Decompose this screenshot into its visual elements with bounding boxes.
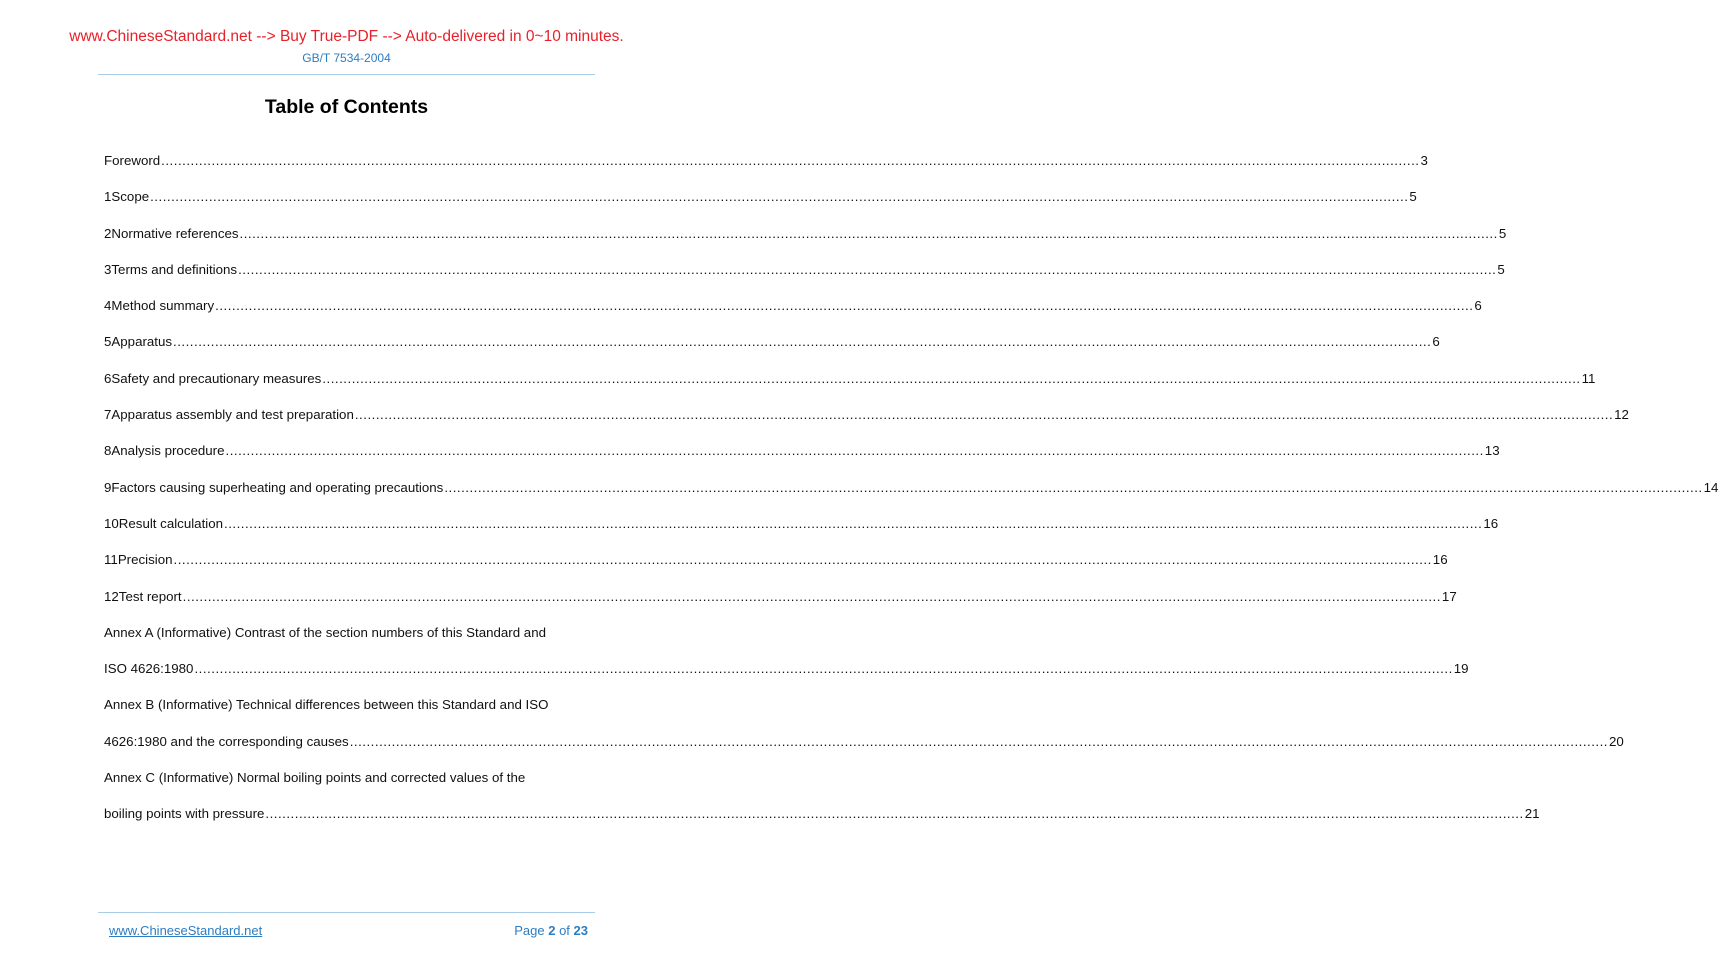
- toc-page-number: 19: [1453, 661, 1469, 677]
- toc-label: Result calculation: [118, 515, 224, 531]
- toc-number: 2: [104, 225, 112, 241]
- toc-entry[interactable]: [104, 189, 1417, 225]
- toc-entry[interactable]: [104, 370, 1596, 407]
- toc-page-number: 3: [1420, 153, 1428, 168]
- toc-page-number: 12: [1614, 407, 1629, 423]
- dot-leader: ............................................................................................................................................................................................................................................................................................................: [150, 189, 1409, 205]
- toc-number: 1: [104, 189, 112, 205]
- toc-page-number: 16: [1432, 552, 1448, 568]
- toc-entry-heading[interactable]: [104, 770, 587, 806]
- table-of-contents: [104, 153, 1718, 843]
- toc-label: Terms and definitions: [111, 261, 238, 277]
- toc-entry-heading[interactable]: [104, 625, 587, 661]
- toc-entry[interactable]: [104, 298, 1482, 334]
- toc-number: 4: [104, 298, 112, 314]
- toc-entry[interactable]: [104, 661, 1469, 697]
- dot-leader: ............................................................................................................................................................................................................................................................................................................: [224, 515, 1483, 531]
- dot-leader: ............................................................................................................................................................................................................................................................................................................: [215, 298, 1474, 314]
- toc-entry[interactable]: [104, 479, 1718, 516]
- toc-label: boiling points with pressure: [104, 806, 265, 822]
- toc-page-number: 14: [1703, 479, 1718, 495]
- header-divider: [98, 74, 595, 75]
- toc-page-number: 16: [1483, 515, 1499, 531]
- toc-page-number: 5: [1409, 189, 1417, 205]
- dot-leader: ............................................................................................................................................................................................................................................................................................................: [194, 661, 1453, 677]
- toc-entry[interactable]: [104, 806, 1540, 842]
- toc-number: 11: [104, 552, 118, 568]
- toc-page-number: 20: [1609, 733, 1624, 749]
- toc-heading-text: Annex C (Informative) Normal boiling points and corrected values of the: [104, 770, 526, 786]
- toc-entry[interactable]: [104, 225, 1507, 262]
- toc-page-number: 17: [1441, 588, 1457, 604]
- promo-banner[interactable]: www.ChineseStandard.net --> Buy True-PDF --> Auto-delivered in 0~10 minutes.: [69, 28, 624, 45]
- toc-label: Precision: [117, 552, 173, 568]
- toc-number: 6: [104, 370, 112, 386]
- toc-page-number: 21: [1524, 806, 1540, 822]
- page-title: Table of Contents: [264, 96, 429, 118]
- toc-label: Apparatus assembly and test preparation: [111, 407, 354, 423]
- toc-label: Foreword: [104, 153, 161, 168]
- dot-leader: ............................................................................................................................................................................................................................................................................................................: [161, 153, 1420, 168]
- toc-label: Test report: [118, 588, 182, 604]
- toc-number: 7: [104, 407, 112, 423]
- toc-entry[interactable]: [104, 334, 1440, 370]
- toc-number: 10: [104, 515, 119, 531]
- dot-leader: ............................................................................................................................................................................................................................................................................................................: [349, 733, 1608, 749]
- toc-label: ISO 4626:1980: [104, 661, 194, 677]
- toc-number: 12: [104, 588, 119, 604]
- toc-number: 5: [104, 334, 112, 350]
- toc-heading-text: Annex B (Informative) Technical differences between this Standard and ISO: [104, 697, 549, 713]
- toc-number: 9: [104, 479, 112, 495]
- dot-leader: ............................................................................................................................................................................................................................................................................................................: [265, 806, 1524, 822]
- toc-number: 3: [104, 261, 112, 277]
- toc-label: Apparatus: [111, 334, 173, 350]
- dot-leader: ............................................................................................................................................................................................................................................................................................................: [173, 334, 1432, 350]
- standard-code: GB/T 7534-2004: [302, 51, 391, 65]
- toc-entry[interactable]: [104, 153, 1428, 189]
- toc-page-number: 5: [1498, 225, 1507, 241]
- toc-number: 8: [104, 443, 112, 459]
- page-of: of: [559, 923, 570, 938]
- dot-leader: ............................................................................................................................................................................................................................................................................................................: [239, 225, 1498, 241]
- footer-website-link[interactable]: www.ChineseStandard.net: [109, 923, 263, 938]
- dot-leader: ............................................................................................................................................................................................................................................................................................................: [238, 261, 1497, 277]
- toc-entry[interactable]: [104, 552, 1448, 588]
- dot-leader: ............................................................................................................................................................................................................................................................................................................: [354, 407, 1614, 423]
- toc-entry[interactable]: [104, 443, 1500, 479]
- toc-page-number: 6: [1432, 334, 1440, 350]
- toc-entry[interactable]: [104, 261, 1505, 298]
- toc-label: Normative references: [111, 225, 239, 241]
- toc-entry[interactable]: [104, 588, 1457, 625]
- toc-entry[interactable]: [104, 515, 1499, 552]
- toc-label: Factors causing superheating and operating precautions: [111, 479, 444, 495]
- dot-leader: ............................................................................................................................................................................................................................................................................................................: [173, 552, 1432, 568]
- dot-leader: ............................................................................................................................................................................................................................................................................................................: [225, 443, 1484, 459]
- toc-page-number: 6: [1474, 298, 1482, 314]
- dot-leader: ............................................................................................................................................................................................................................................................................................................: [182, 588, 1441, 604]
- toc-page-number: 13: [1484, 443, 1500, 459]
- toc-label: Scope: [111, 189, 150, 205]
- page-current: 2: [548, 923, 556, 938]
- toc-page-number: 5: [1497, 261, 1505, 277]
- footer-divider: [98, 912, 595, 913]
- dot-leader: ............................................................................................................................................................................................................................................................................................................: [444, 479, 1703, 495]
- toc-label: Method summary: [111, 298, 215, 314]
- toc-entry[interactable]: [104, 733, 1624, 770]
- toc-page-number: 11: [1581, 370, 1596, 386]
- page-total: 23: [573, 923, 588, 938]
- toc-label: 4626:1980 and the corresponding causes: [104, 733, 349, 749]
- dot-leader: ............................................................................................................................................................................................................................................................................................................: [322, 370, 1581, 386]
- toc-label: Safety and precautionary measures: [111, 370, 322, 386]
- toc-heading-text: Annex A (Informative) Contrast of the section numbers of this Standard and: [104, 624, 546, 640]
- toc-label: Analysis procedure: [111, 443, 225, 459]
- toc-entry-heading[interactable]: [104, 697, 587, 733]
- page-number: [514, 923, 588, 938]
- page-prefix: Page: [514, 923, 545, 938]
- toc-entry[interactable]: [104, 407, 1629, 443]
